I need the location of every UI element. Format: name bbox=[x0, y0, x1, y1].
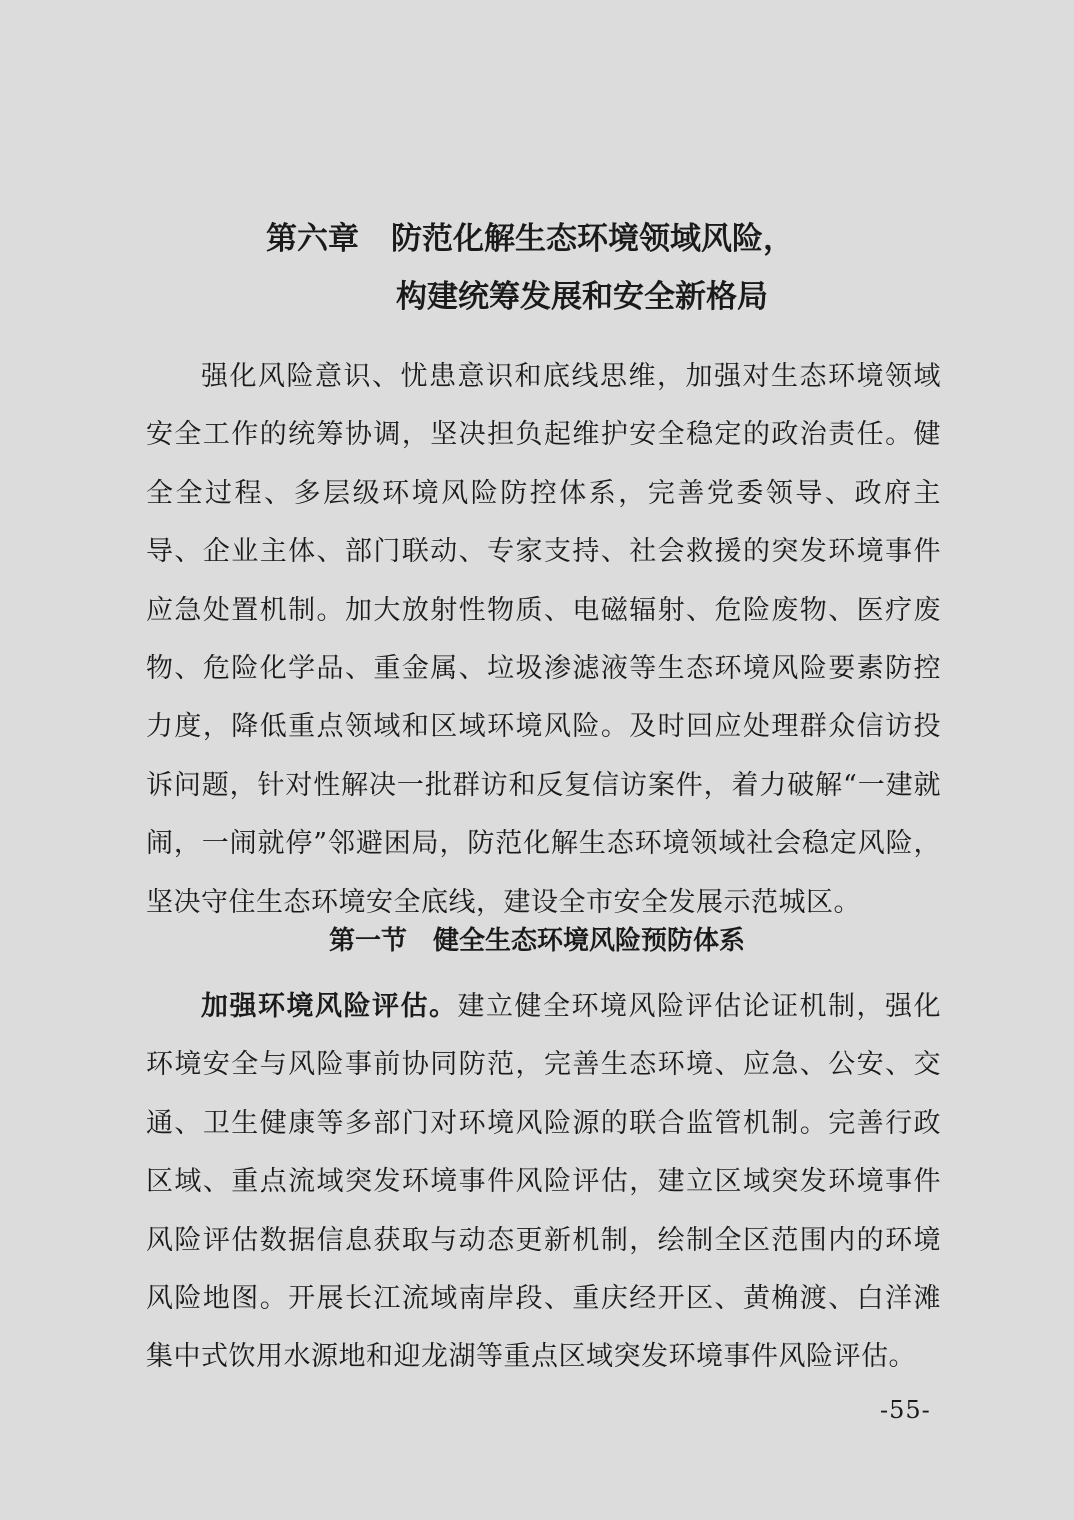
section-number: 第一节 bbox=[328, 926, 407, 956]
chapter-number: 第六章 bbox=[266, 221, 359, 257]
section-title: 健全生态环境风险预防体系 bbox=[433, 926, 746, 956]
chapter-title-line1: 防范化解生态环境领域风险， bbox=[391, 221, 794, 257]
section-heading bbox=[0, 918, 1074, 964]
chapter-heading-line1 bbox=[0, 210, 1074, 268]
section-paragraph-lead: 加强环境风险评估。 bbox=[201, 991, 458, 1022]
section-paragraph-body: 建立健全环境风险评估论证机制，强化环境安全与风险事前协同防范，完善生态环境、应急、公安、交通、卫生健康等多部门对环境风险源的联合监管机制。完善行政区域、重点流域突发环境事件风险评估，建立区域突发环境事件风险评估数据信息获取与动态更新机制，绘制全区范围内的环境风险地图。开展长江流域南岸段、重庆经开区、黄桷渡、白洋滩集中式饮用水源地和迎龙湖等重点区域突发环境事件风险评估。 bbox=[146, 991, 941, 1373]
chapter-title-line2: 构建统筹发展和安全新格局 bbox=[396, 279, 768, 315]
chapter-heading bbox=[0, 210, 1074, 326]
section-paragraph bbox=[146, 978, 941, 1387]
page-number: -55- bbox=[880, 1396, 931, 1424]
intro-paragraph: 强化风险意识、忧患意识和底线思维，加强对生态环境领域安全工作的统筹协调，坚决担负起维护安全稳定的政治责任。健全全过程、多层级环境风险防控体系，完善党委领导、政府主导、企业主体、部门联动、专家支持、社会救援的突发环境事件应急处置机制。加大放射性物质、电磁辐射、危险废物、医疗废物、危险化学品、重金属、垃圾渗滤液等生态环境风险要素防控力度，降低重点领域和区域环境风险。及时回应处理群众信访投诉问题，针对性解决一批群访和反复信访案件，着力破解“一建就闹，一闹就停”邻避困局，防范化解生态环境领域社会稳定风险，坚决守住生态环境安全底线，建设全市安全发展示范城区。 bbox=[146, 361, 941, 918]
